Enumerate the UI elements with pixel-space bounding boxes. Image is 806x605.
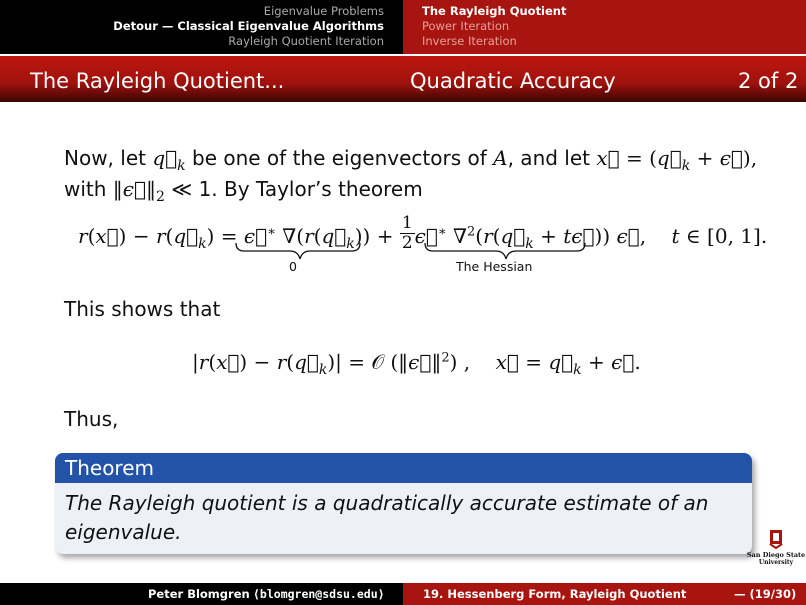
text-this-shows: This shows that [64, 297, 221, 321]
text-now-let: Now, let [64, 146, 146, 170]
footer-bar [0, 583, 806, 605]
footer-left [0, 583, 400, 605]
math-norm-small: $‖\epsilon⃗‖_2$ ≪ [112, 177, 193, 205]
slide-title-center: Quadratic Accuracy [410, 69, 616, 93]
nav-subsection-rayleigh-quotient[interactable]: The Rayleigh Quotient [422, 4, 567, 18]
equation-quadratic-accuracy: |r(x⃗) − $r(q⃗_k)|$ = 𝒪 (‖ϵ⃗‖$^2$) , x⃗ = $q⃗_k$ + ϵ⃗. [192, 350, 641, 378]
logo-line2: University [758, 559, 794, 566]
sdsu-logo-mark [746, 528, 806, 566]
footer-lecture: 19. Hessenberg Form, Rayleigh Quotient [423, 587, 687, 601]
nav-section-eigenvalue-problems[interactable]: Eigenvalue Problems [263, 4, 384, 18]
text-and-let: , and let [507, 146, 590, 170]
math-x-def: x⃗ = ($q⃗_k$ + ϵ⃗), [596, 146, 758, 174]
theorem-heading: Theorem [55, 453, 752, 483]
math-A: A [493, 146, 508, 170]
theorem-block [55, 453, 752, 554]
footer-page: — (19/30) [734, 587, 797, 601]
equation-taylor: r(x⃗) − $r(q⃗_k)$ = ϵ⃗∗ $\nabla(r(q⃗_k))$ + $\frac{1}{2}$ ϵ⃗∗ $\nabla^2(r(q⃗_k$ + tϵ⃗)) ϵ⃗, t ∈ [0, 1]. [78, 213, 768, 253]
slide-title-left: The Rayleigh Quotient... [30, 69, 285, 93]
underbrace-hessian [425, 243, 585, 259]
nav-section-detour[interactable]: Detour — Classical Eigenvalue Algorithms [113, 19, 384, 33]
slide-counter: 2 of 2 [738, 69, 799, 93]
logo-line1: San Diego State [746, 551, 806, 559]
text-thus: Thus, [64, 407, 119, 431]
underbrace-label-zero: 0 [289, 259, 297, 274]
text-taylor: 1. By Taylor’s theorem [198, 177, 423, 201]
underbrace-gradient [236, 243, 360, 259]
footer-author: Peter Blomgren [148, 587, 250, 601]
nav-subsection-power-iteration[interactable]: Power Iteration [422, 19, 510, 33]
theorem-text: The Rayleigh quotient is a quadratically accurate estimate of an eigenvalue. [65, 491, 709, 544]
underbrace-label-hessian: The Hessian [456, 259, 533, 274]
nav-section-rayleigh-quotient-iteration[interactable]: Rayleigh Quotient Iteration [228, 34, 384, 48]
text-with: with [64, 177, 107, 201]
text-be-one: be one of the eigenvectors of [192, 146, 487, 170]
footer-email: ⟨blomgren@sdsu.edu⟩ [253, 587, 385, 601]
sdsu-logo [746, 528, 806, 566]
footer-right [403, 583, 806, 605]
nav-subsection-inverse-iteration[interactable]: Inverse Iteration [422, 34, 517, 48]
math-qk: $q⃗_k$ [152, 146, 186, 174]
